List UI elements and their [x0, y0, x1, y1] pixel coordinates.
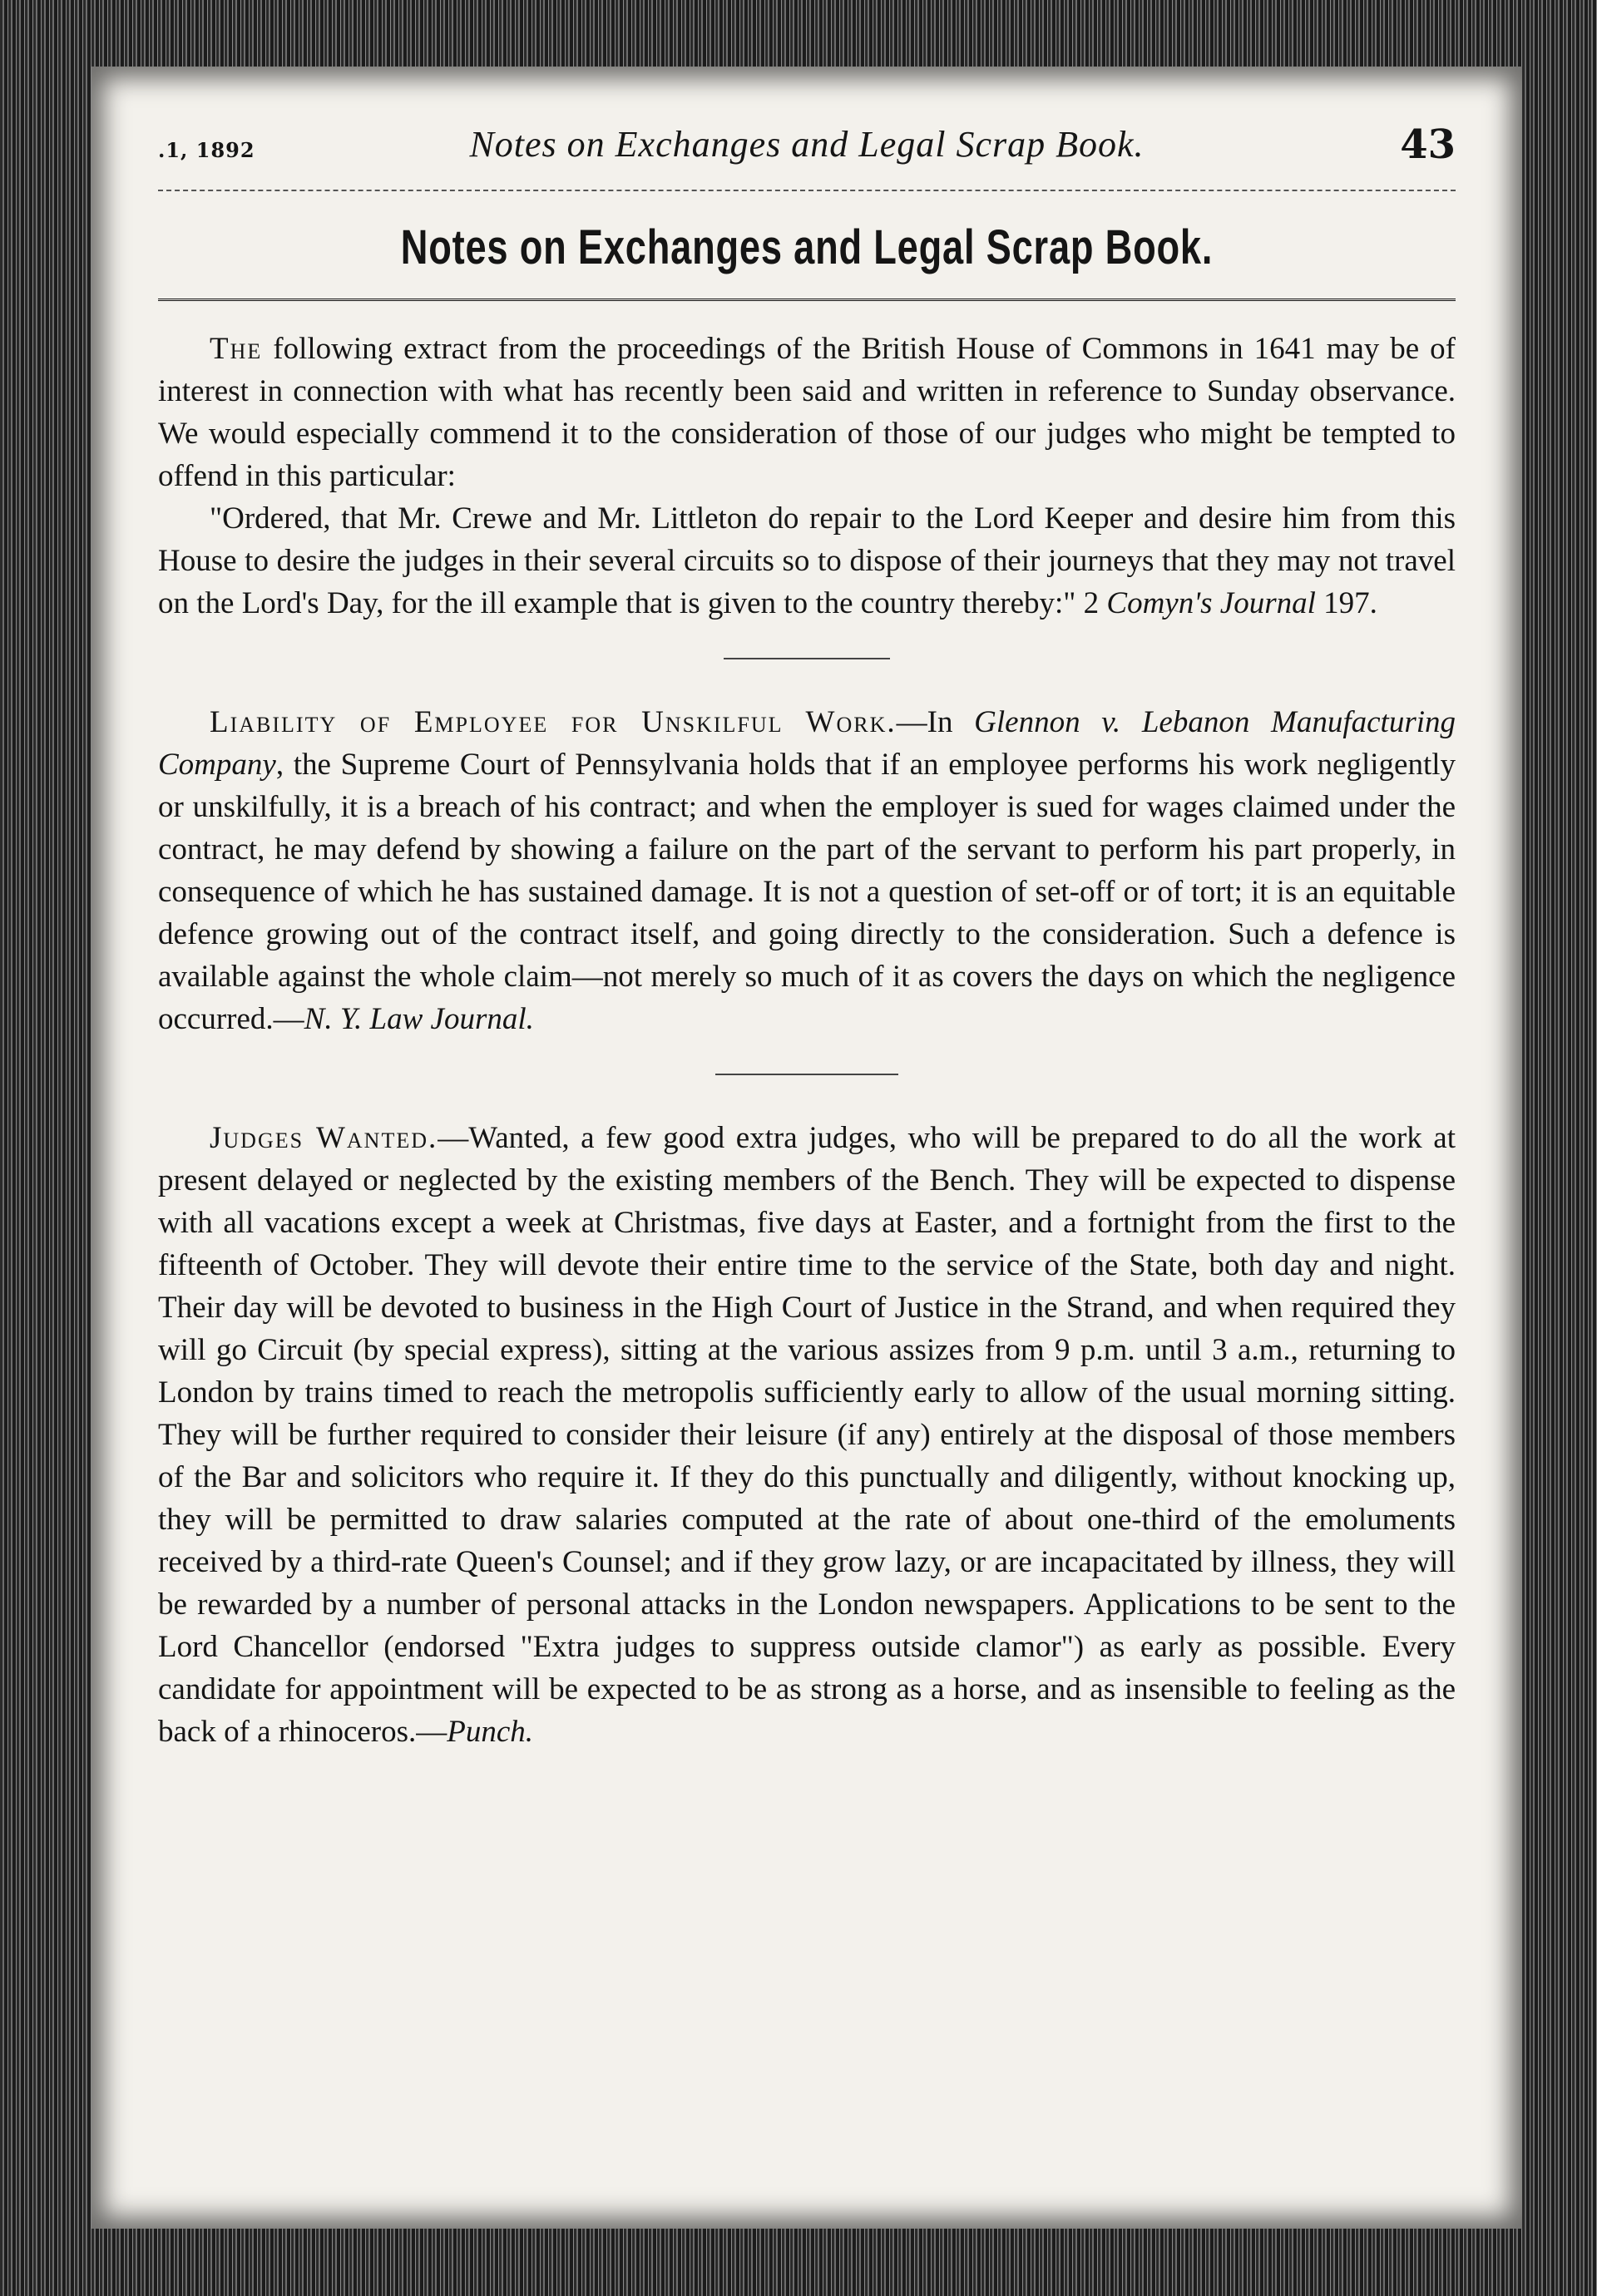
article3-lead: Judges Wanted.	[210, 1121, 438, 1155]
page-content	[158, 116, 1456, 2195]
article-judges-wanted	[158, 1117, 1456, 1753]
article-liability-employee	[158, 701, 1456, 1040]
section-separator	[724, 658, 890, 659]
article2-text-a: —In	[896, 705, 975, 739]
article2-source: N. Y. Law Journal.	[304, 1002, 534, 1036]
running-title: Notes on Exchanges and Legal Scrap Book.	[469, 124, 1145, 165]
running-header	[158, 116, 1456, 175]
page-title: Notes on Exchanges and Legal Scrap Book.	[400, 220, 1214, 274]
article1-quote-text: "Ordered, that Mr. Crewe and Mr. Littleton do repair to the Lord Keeper and desire him from this House to desire the judges in their several circuits so to dispose of their journeys that they may not travel on the Lord's Day, for the ill example that is given to the country thereby:" 2	[158, 501, 1456, 620]
article3-paragraph	[158, 1117, 1456, 1753]
article3-source: Punch.	[447, 1715, 534, 1749]
article1-text: following extract from the proceedings of the British House of Commons in 1641 may be of interest in connection with what has recently been said and written in reference to Sunday observance. We would especially commend it to the consideration of those of our judges who might be tempted to offend in this particular:	[158, 332, 1456, 493]
section-separator	[715, 1074, 898, 1075]
article2-lead: Liability of Employee for Unskilful Work.	[210, 705, 897, 739]
article1-paragraph	[158, 328, 1456, 497]
article2-case-name: Glennon v. Lebanon Manufacturing Company	[158, 705, 1456, 782]
article3-text: —Wanted, a few good extra judges, who will be prepared to do all the work at present delayed or neglected by the existing members of the Bench. They will be expected to dispense with all vacations except a week at Christmas, five days at Easter, and a fortnight from the first to the fifteenth of October. They will devote their entire time to the service of the State, both day and night. Their day will be devoted to business in the High Court of Justice in the Strand, and when required they will go Circuit (by special express), sitting at the various assizes from 9 p.m. until 3 a.m., returning to London by trains timed to reach the metropolis sufficiently early to allow of the usual morning sitting. They will be further required to consider their leisure (if any) entirely at the disposal of those members of the Bar and solicitors who require it. If they do this punctually and diligently, without knocking up, they will be permitted to draw salaries computed at the rate of about one-third of the emoluments received by a third-rate Queen's Counsel; and if they grow lazy, or are incapacitated by illness, they will be rewarded by a number of personal attacks in the London newspapers. Applications to be sent to the Lord Chancellor (endorsed "Extra judges to suppress outside clamor") as early as possible. Every candidate for appointment will be expected to be as strong as a horse, and as insensible to feeling as the back of a rhinoceros.—	[158, 1121, 1456, 1749]
article1-source: Comyn's Journal	[1106, 586, 1316, 620]
article1-source-page: 197.	[1315, 586, 1377, 620]
title-rule	[158, 299, 1456, 301]
article1-lead: The	[210, 332, 263, 366]
article2-paragraph	[158, 701, 1456, 1040]
page-number: 43	[1400, 121, 1456, 168]
page	[91, 67, 1522, 2229]
header-date: .1, 1892	[158, 138, 255, 162]
article-sunday-observance	[158, 328, 1456, 625]
header-rule	[158, 190, 1456, 191]
article1-quote	[158, 497, 1456, 625]
article2-text-b: , the Supreme Court of Pennsylvania holds that if an employee performs his work negligently or unskilfully, it is a breach of his contract; and when the employer is sued for wages claimed under the contract, he may defend by showing a failure on the part of the servant to perform his part properly, in consequence of which he has sustained damage. It is not a question of set-off or of tort; it is an equitable defence growing out of the contract itself, and going directly to the consideration. Such a defence is available against the whole claim—not merely so much of it as covers the days on which the negligence occurred.—	[158, 748, 1456, 1036]
